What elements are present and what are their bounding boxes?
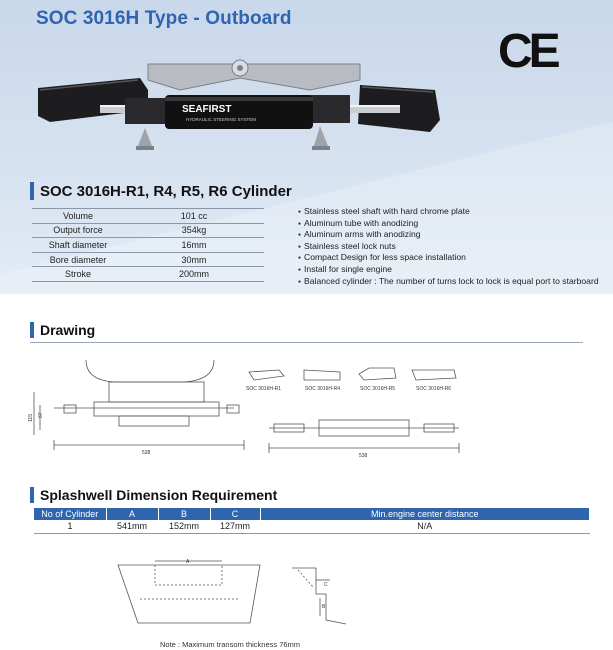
splashwell-side-drawing: [286, 560, 356, 628]
spec-value: 101 cc: [124, 209, 264, 224]
spec-label: Volume: [32, 209, 124, 224]
technical-drawing: [24, 350, 484, 465]
splashwell-table: [34, 508, 590, 534]
column-header: Min.engine center distance: [260, 508, 590, 520]
table-cell: 127mm: [210, 520, 260, 533]
list-item: ● Aluminum tube with anodizing: [298, 218, 599, 230]
table-cell: 152mm: [158, 520, 210, 533]
list-item: ● Stainless steel lock nuts: [298, 241, 599, 253]
dimension-height-b: 115: [28, 414, 34, 422]
column-header: C: [210, 508, 260, 520]
drawing-section-title: Drawing: [40, 322, 96, 338]
product-brand-text: SEAFIRST: [182, 104, 232, 115]
cylinder-specs-table: [32, 208, 264, 282]
splashwell-section-header: [30, 487, 277, 503]
list-item: ● Aluminum arms with anodizing: [298, 229, 599, 241]
ce-certification-mark: CE: [498, 25, 557, 78]
list-item: ● Stainless steel shaft with hard chrome plate: [298, 206, 599, 218]
spec-value: 16mm: [124, 238, 264, 253]
table-header-row: [34, 508, 590, 520]
section-divider: [30, 342, 583, 343]
section-accent-bar: [30, 487, 34, 503]
spec-label: Output force: [32, 223, 124, 238]
diagram-label-c: C: [324, 582, 328, 588]
dimension-height-a: 67: [38, 412, 44, 418]
list-item: ● Compact Design for less space installation: [298, 252, 599, 264]
table-cell: N/A: [260, 520, 590, 533]
model-label-r5: SOC 3016H-R5: [360, 386, 396, 392]
table-cell: 1: [34, 520, 106, 533]
product-photo: [30, 50, 450, 180]
cylinder-section-header: [30, 182, 292, 200]
drawing-section-header: [30, 322, 95, 338]
column-header: A: [106, 508, 158, 520]
section-accent-bar: [30, 322, 34, 338]
page-title: SOC 3016H Type - Outboard: [36, 8, 292, 29]
table-row: [32, 267, 264, 282]
model-label-r4: SOC 3016H-R4: [305, 386, 341, 392]
table-cell: 541mm: [106, 520, 158, 533]
splashwell-section-title: Splashwell Dimension Requirement: [40, 487, 278, 503]
spec-value: 354kg: [124, 223, 264, 238]
dimension-width-left: 538: [142, 450, 151, 456]
dimension-width-right: 538: [359, 453, 368, 459]
spec-label: Shaft diameter: [32, 238, 124, 253]
spec-label: Bore diameter: [32, 252, 124, 267]
table-row: [32, 252, 264, 267]
table-row: [32, 238, 264, 253]
cylinder-section-title: SOC 3016H-R1, R4, R5, R6 Cylinder: [40, 182, 292, 200]
model-label-r6: SOC 3016H-R6: [416, 386, 452, 392]
product-subtitle-text: HYDRAULIC STEERING SYSTEM: [186, 117, 257, 122]
diagram-label-b: B: [322, 604, 326, 610]
list-item: ● Install for single engine: [298, 264, 599, 276]
spec-label: Stroke: [32, 267, 124, 282]
model-label-r1: SOC 3016H-R1: [246, 386, 282, 392]
column-header: No of Cylinder: [34, 508, 106, 520]
list-item: ● Balanced cylinder : The number of turns lock to lock is equal port to starboard: [298, 276, 599, 288]
column-header: B: [158, 508, 210, 520]
section-accent-bar: [30, 182, 34, 200]
diagram-label-a: A: [186, 559, 190, 565]
spec-value: 200mm: [124, 267, 264, 282]
spec-value: 30mm: [124, 252, 264, 267]
table-row: [34, 520, 590, 533]
table-row: [32, 223, 264, 238]
transom-note: Note : Maximum transom thickness 76mm: [160, 640, 301, 649]
feature-list: [298, 206, 599, 287]
table-row: [32, 209, 264, 224]
